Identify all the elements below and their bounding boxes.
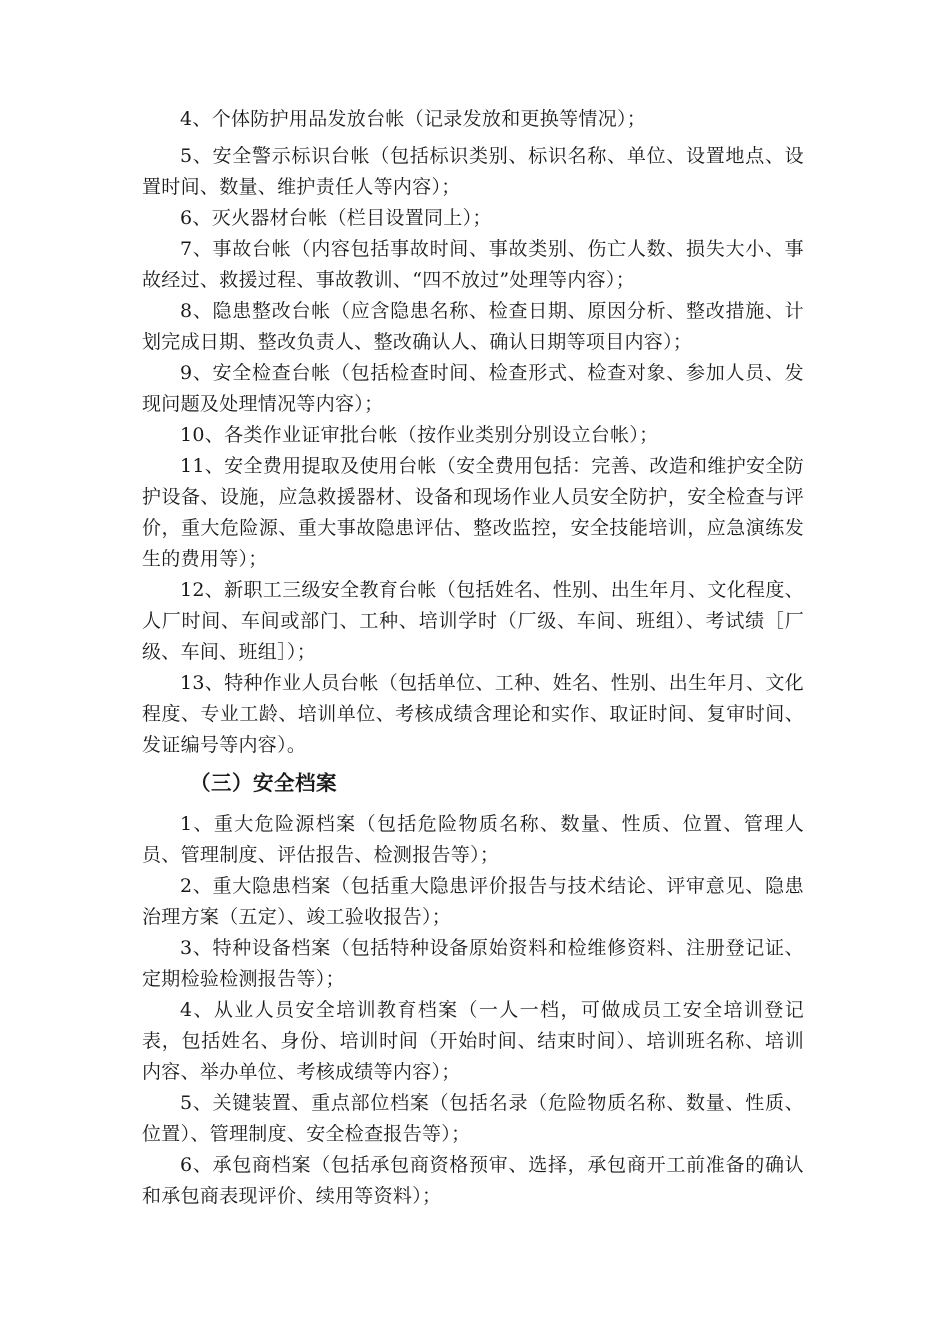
archive-item-3: 3、特种设备档案（包括特种设备原始资料和检维修资料、注册登记证、定期检验检测报告等）； bbox=[142, 937, 804, 990]
ledger-item-10: 10、各类作业证审批台帐（按作业类别分别设立台帐）； bbox=[180, 424, 659, 446]
ledger-item-4: 4、个体防护用品发放台帐（记录发放和更换等情况）； bbox=[180, 108, 647, 130]
ledger-item-9: 9、安全检查台帐（包括检查时间、检查形式、检查对象、参加人员、发现问题及处理情况等内容）； bbox=[142, 362, 804, 415]
ledger-item-13: 13、特种作业人员台帐（包括单位、工种、姓名、性别、出生年月、文化程度、专业工龄、培训单位、考核成绩含理论和实作、取证时间、复审时间、发证编号等内容）。 bbox=[142, 672, 804, 756]
archive-item-2: 2、重大隐患档案（包括重大隐患评价报告与技术结论、评审意见、隐患治理方案（五定）、竣工验收报告）； bbox=[142, 875, 804, 928]
section-heading: （三）安全档案 bbox=[190, 771, 337, 795]
archive-item-1: 1、重大危险源档案（包括危险物质名称、数量、性质、位置、管理人员、管理制度、评估报告、检测报告等）； bbox=[142, 813, 804, 866]
ledger-item-11: 11、安全费用提取及使用台帐（安全费用包括：完善、改造和维护安全防护设备、设施，应急救援器材、设备和现场作业人员安全防护，安全检查与评价，重大危险源、重大事故隐患评估、整改监控，安全技能培训，应急演练发生的费用等）； bbox=[142, 455, 804, 570]
ledger-item-6: 6、灭火器材台帐（栏目设置同上）； bbox=[180, 207, 492, 229]
archive-item-6: 6、承包商档案（包括承包商资格预审、选择，承包商开工前准备的确认和承包商表现评价、续用等资料）； bbox=[142, 1154, 804, 1207]
archive-item-5: 5、关键装置、重点部位档案（包括名录（危险物质名称、数量、性质、位置）、管理制度、安全检查报告等）； bbox=[142, 1092, 804, 1145]
ledger-item-8: 8、隐患整改台帐（应含隐患名称、检查日期、原因分析、整改措施、计划完成日期、整改负责人、整改确认人、确认日期等项目内容）； bbox=[142, 300, 804, 353]
document-body bbox=[142, 104, 804, 1212]
ledger-item-7: 7、事故台帐（内容包括事故时间、事故类别、伤亡人数、损失大小、事故经过、救援过程、事故教训、“四不放过”处理等内容）； bbox=[142, 238, 804, 291]
ledger-item-12: 12、新职工三级安全教育台帐（包括姓名、性别、出生年月、文化程度、人厂时间、车间或部门、工种、培训学时（厂级、车间、班组）、考试绩［厂级、车间、班组］）； bbox=[142, 579, 804, 663]
ledger-item-5: 5、安全警示标识台帐（包括标识类别、标识名称、单位、设置地点、设置时间、数量、维护责任人等内容）； bbox=[142, 145, 804, 198]
archive-item-4: 4、从业人员安全培训教育档案（一人一档，可做成员工安全培训登记表，包括姓名、身份、培训时间（开始时间、结束时间）、培训班名称、培训内容、举办单位、考核成绩等内容）； bbox=[142, 999, 804, 1083]
